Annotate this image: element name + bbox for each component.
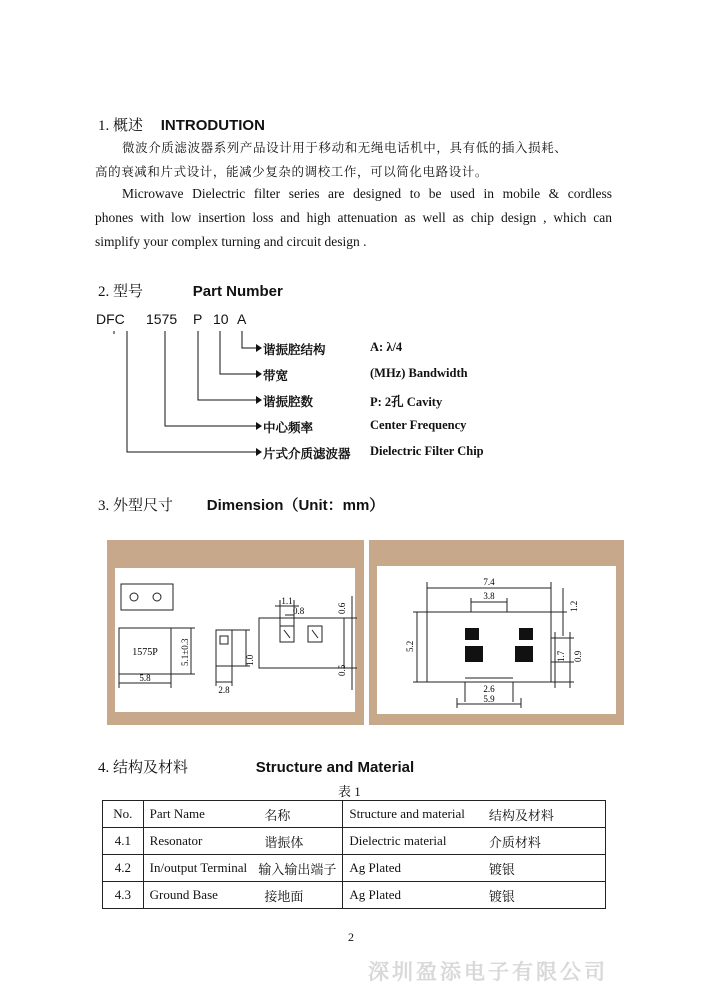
dim-0-9: 0.9 xyxy=(573,650,583,662)
table-caption: 表 1 xyxy=(338,784,361,799)
table-cell: 谐振体 xyxy=(258,828,343,855)
intro-cn-line-1: 微波介质滤波器系列产品设计用于移动和无绳电话机中，具有低的插入损耗、 xyxy=(122,141,568,155)
table-cell: Ground Base xyxy=(143,882,258,909)
table-cell: In/output Terminal xyxy=(143,855,258,882)
dim-3-8: 3.8 xyxy=(483,591,495,601)
dim-2-6: 2.6 xyxy=(483,684,495,694)
dim-5-9: 5.9 xyxy=(483,694,495,704)
dimension-drawing-right xyxy=(369,540,624,725)
table-header-row xyxy=(103,801,606,828)
section-4-heading xyxy=(98,756,414,777)
dim-right-2: 0.5 xyxy=(337,664,347,676)
dim-height: 5.1±0.3 xyxy=(180,638,190,666)
intro-en-line-1: Microwave Dielectric filter series are designed to be used in mobile & cordless xyxy=(122,186,612,201)
legend-cavity-cn: 谐振腔数 xyxy=(263,395,314,409)
header-cell: 名称 xyxy=(258,801,343,828)
part-code-frequency: 1575 xyxy=(146,311,178,327)
legend-structure-en: A: λ/4 xyxy=(370,340,403,354)
pcb-land-pattern-drawing xyxy=(369,540,624,725)
section-title-cn: 结构及材料 xyxy=(113,760,189,776)
chip-outline-drawing xyxy=(107,540,364,725)
header-cell: 结构及材料 xyxy=(483,801,606,828)
dim-side-height: 1.0 xyxy=(245,654,255,666)
part-code-dfc: DFC xyxy=(96,311,125,327)
table-row xyxy=(103,855,606,882)
header-cell: No. xyxy=(103,801,144,828)
part-code-structure: A xyxy=(237,311,247,327)
table-cell: Resonator xyxy=(143,828,258,855)
legend-bandwidth-cn: 带宽 xyxy=(263,369,289,383)
dimension-drawing-left xyxy=(107,540,364,725)
legend-cavity-en: P: 2孔 Cavity xyxy=(370,395,443,409)
table-cell: 镀银 xyxy=(483,855,606,882)
table-cell: 4.2 xyxy=(103,855,144,882)
company-watermark: 深圳盈添电子有限公司 xyxy=(368,960,608,984)
table-cell: 输入输出端子 xyxy=(258,855,343,882)
dim-top-2: 0.8 xyxy=(293,606,305,616)
intro-en-line-3: simplify your complex turning and circuit design . xyxy=(95,234,367,249)
part-code-cavity: P xyxy=(193,311,203,327)
dim-5-2: 5.2 xyxy=(405,640,415,652)
dim-1-7: 1.7 xyxy=(556,650,566,662)
legend-bandwidth-en: (MHz) Bandwidth xyxy=(370,366,468,380)
dim-side-width: 2.8 xyxy=(218,685,230,695)
section-title-en: Dimension（Unit：mm） xyxy=(206,497,385,514)
dim-width: 5.8 xyxy=(139,673,151,683)
section-number: 4. xyxy=(98,760,110,776)
table-cell: 镀银 xyxy=(483,882,606,909)
intro-cn-line-2: 高的衰减和片式设计，能减少复杂的调校工作，可以简化电路设计。 xyxy=(95,165,489,179)
section-title-en: Part Number xyxy=(192,283,283,300)
section-3-heading xyxy=(98,494,384,515)
section-title-en: INTRODUTION xyxy=(160,117,265,134)
section-title-cn: 外型尺寸 xyxy=(113,498,174,514)
table-row xyxy=(103,828,606,855)
dim-top-1: 1.1 xyxy=(281,596,293,606)
section-number: 2. xyxy=(98,284,110,300)
section-title-en: Structure and Material xyxy=(255,759,415,776)
table-row xyxy=(103,882,606,909)
legend-chip-cn: 片式介质滤波器 xyxy=(263,447,351,461)
table-cell: 介质材料 xyxy=(483,828,606,855)
legend-chip-en: Dielectric Filter Chip xyxy=(370,444,484,458)
material-table xyxy=(102,800,606,909)
header-cell: Structure and material xyxy=(343,801,483,828)
page-number: 2 xyxy=(348,930,354,944)
table-cell: Dielectric material xyxy=(343,828,483,855)
part-number-leader-lines xyxy=(0,0,706,470)
chip-label: 1575P xyxy=(132,647,158,658)
legend-frequency-en: Center Frequency xyxy=(370,418,467,432)
section-number: 1. xyxy=(98,118,110,134)
table-cell: 接地面 xyxy=(258,882,343,909)
legend-frequency-cn: 中心频率 xyxy=(263,421,314,435)
table-cell: 4.3 xyxy=(103,882,144,909)
header-cell: Part Name xyxy=(143,801,258,828)
table-cell: 4.1 xyxy=(103,828,144,855)
intro-en-line-2: phones with low insertion loss and high attenuation as well as chip design , which can xyxy=(95,210,612,225)
section-title-cn: 型号 xyxy=(113,284,144,300)
section-title-cn: 概述 xyxy=(113,118,144,134)
table-cell: Ag Plated xyxy=(343,855,483,882)
table-cell: Ag Plated xyxy=(343,882,483,909)
dim-1-2: 1.2 xyxy=(569,600,579,612)
legend-structure-cn: 谐振腔结构 xyxy=(263,343,326,357)
dim-right-1: 0.6 xyxy=(337,602,347,614)
section-number: 3. xyxy=(98,498,110,514)
dim-7-4: 7.4 xyxy=(483,577,495,587)
part-code-bandwidth: 10 xyxy=(213,311,229,327)
